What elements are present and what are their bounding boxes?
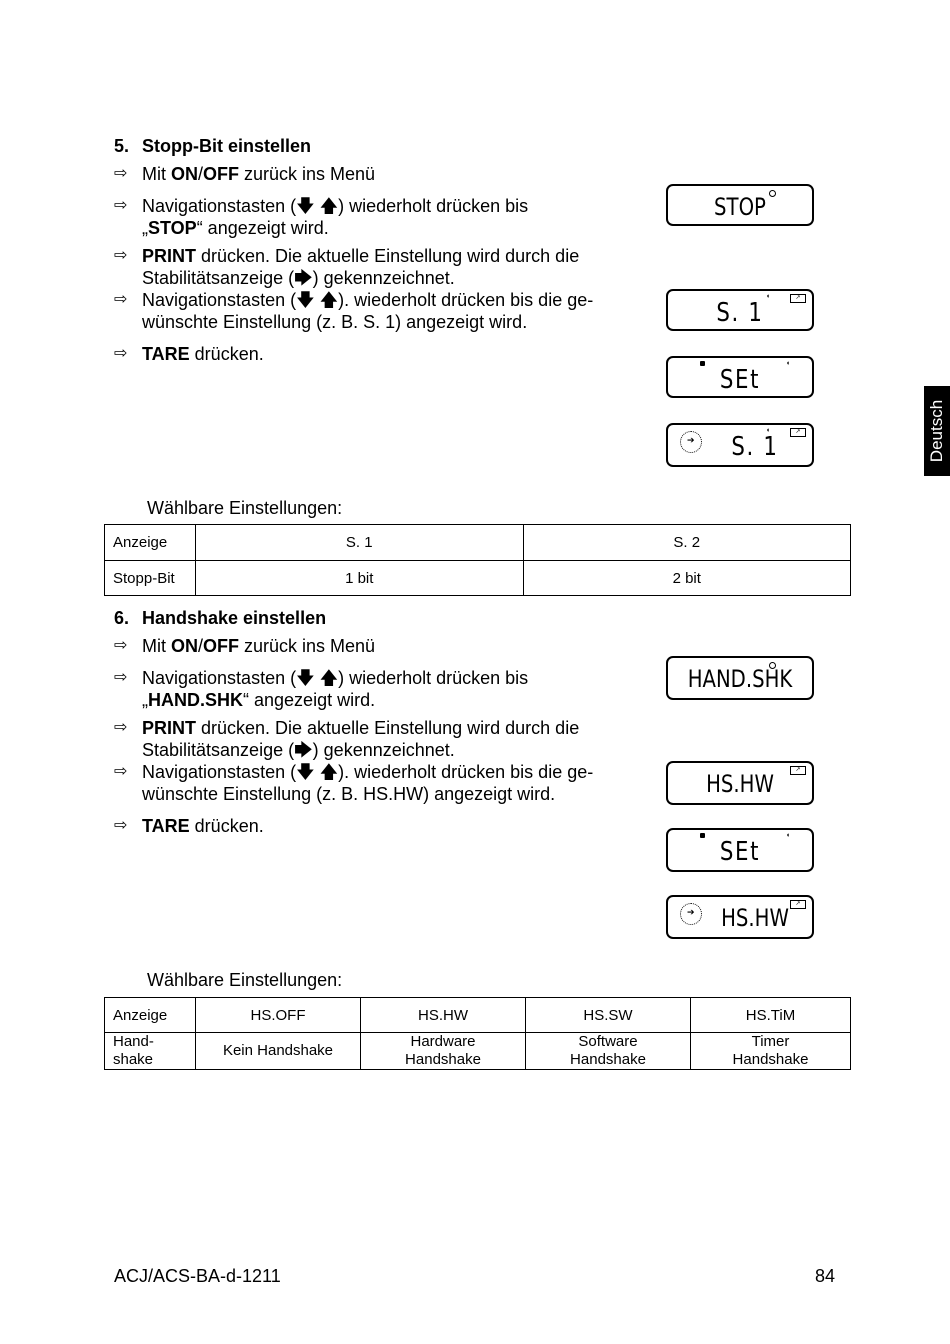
section-6-step-2: ⇨ Navigationstasten (🡇 🡅) wiederholt drücken bis „HAND.SHK“ angezeigt wird. [114, 668, 529, 710]
range-icon: ↗ [790, 294, 806, 303]
step-arrow-icon: ⇨ [114, 763, 128, 780]
step-arrow-icon: ⇨ [114, 637, 128, 654]
section-5-step-1: ⇨ Mit ON/OFF zurück ins Menü [114, 164, 376, 184]
stability-indicator-icon: ➔ [680, 903, 702, 925]
range-icon: ↗ [790, 766, 806, 775]
section-5-step-4: ⇨ Navigationstasten (🡇 🡅). wiederholt drücken bis die ge- wünschte Einstellung (z. B. S. 1) angezeigt wird. [114, 290, 594, 332]
section-6-heading [114, 608, 614, 630]
display-set-2: ◖ SEt [666, 828, 814, 872]
display-set: ◖ SEt [666, 356, 814, 398]
section-6-step-5: ⇨ TARE drücken. [114, 816, 264, 836]
range-icon: ↗ [790, 900, 806, 909]
display-hshw: ↗ HS.HW [666, 761, 814, 805]
section-5-number: 5. [114, 136, 130, 156]
section-5-heading [114, 136, 614, 158]
section-6-step-4: ⇨ Navigationstasten (🡇 🡅). wiederholt drücken bis die ge- wünschte Einstellung (z. B. HS.HW) angezeigt wird. [114, 762, 594, 804]
indicator-icon: ◖ [785, 832, 790, 839]
footer-page-number: 84 [815, 1266, 836, 1286]
step-arrow-icon: ⇨ [114, 817, 128, 834]
display-hshw-stable: ➔ ↗ HS.HW [666, 895, 814, 939]
indicator-icon: ◖ [765, 293, 770, 300]
section-5-step-5: ⇨ TARE drücken. [114, 344, 264, 364]
display-handshk: HAND.SHK [666, 656, 814, 700]
step-arrow-icon: ⇨ [114, 669, 128, 686]
step-arrow-icon: ⇨ [114, 345, 128, 362]
table-header-row: Anzeige S. 1 S. 2 [105, 525, 851, 561]
section-6-number: 6. [114, 608, 130, 628]
section-6-title: Handshake einstellen [142, 608, 327, 628]
display-stop: STOP [666, 184, 814, 226]
section-5-step-3: ⇨ PRINT drücken. Die aktuelle Einstellung wird durch die Stabilitätsanzeige (🡆) gekennzeichnet. [114, 246, 580, 288]
step-arrow-icon: ⇨ [114, 719, 128, 736]
table-row: Stopp-Bit 1 bit 2 bit [105, 561, 851, 596]
display-s1-stable: ➔ ◖ ↗ S. 1 [666, 423, 814, 467]
language-tab [924, 386, 950, 476]
step-arrow-icon: ⇨ [114, 291, 128, 308]
display-s1: ◖ ↗ S. 1 [666, 289, 814, 331]
indicator-icon: ◖ [765, 427, 770, 434]
section-5-selectable-label: Wählbare Einstellungen: [147, 498, 343, 518]
stopbit-table [104, 524, 851, 596]
section-6-step-3: ⇨ PRINT drücken. Die aktuelle Einstellung wird durch die Stabilitätsanzeige (🡆) gekennzeichnet. [114, 718, 580, 760]
footer-doc-id: ACJ/ACS-BA-d-1211 [114, 1266, 281, 1286]
step-arrow-icon: ⇨ [114, 165, 128, 182]
step-arrow-icon: ⇨ [114, 247, 128, 264]
range-icon: ↗ [790, 428, 806, 437]
stability-indicator-icon: ➔ [680, 431, 702, 453]
table-row: Hand- shake Kein Handshake Hardware Handshake Software Handshake Timer Handshake [105, 1033, 851, 1070]
section-6-step-1: ⇨ Mit ON/OFF zurück ins Menü [114, 636, 376, 656]
section-5-title: Stopp-Bit einstellen [142, 136, 312, 156]
indicator-icon: ◖ [785, 360, 790, 367]
section-6-selectable-label: Wählbare Einstellungen: [147, 970, 343, 990]
handshake-table [104, 997, 851, 1070]
section-5-step-2: ⇨ Navigationstasten (🡇 🡅) wiederholt drücken bis „STOP“ angezeigt wird. [114, 196, 529, 238]
step-arrow-icon: ⇨ [114, 197, 128, 214]
language-tab-label: Deutsch [927, 399, 946, 463]
table-header-row: Anzeige HS.OFF HS.HW HS.SW HS.TiM [105, 998, 851, 1033]
